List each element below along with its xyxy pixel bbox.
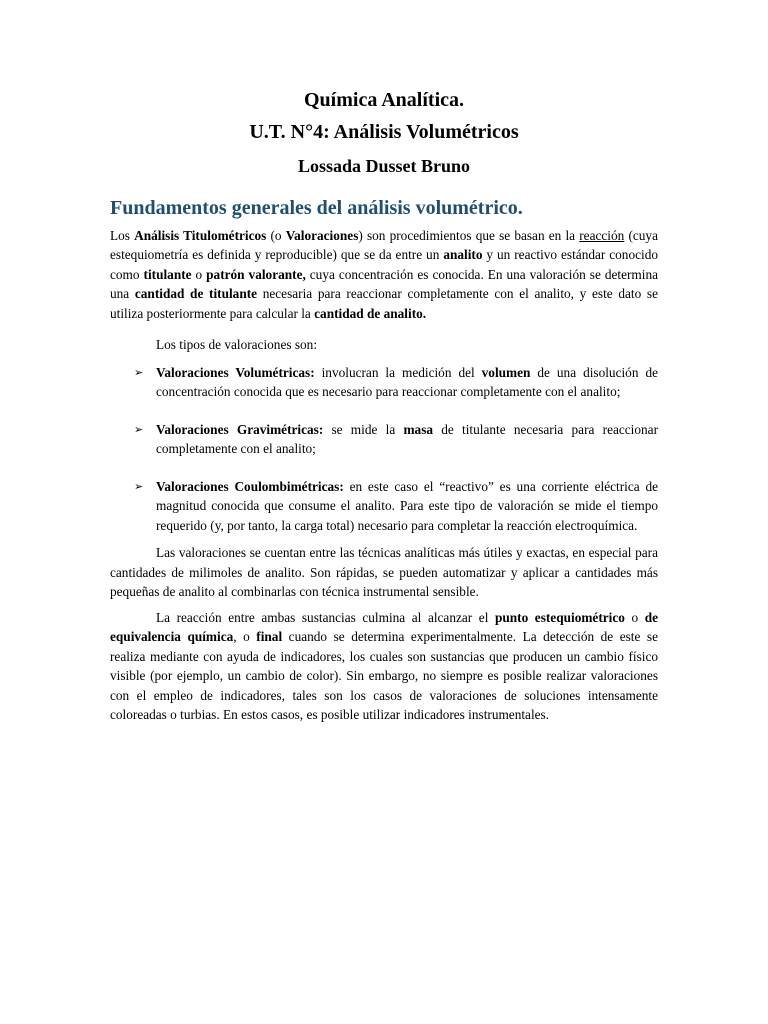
- text-run: (o: [266, 227, 286, 243]
- document-title: Química Analítica.: [304, 89, 464, 111]
- arrow-bullet-icon: ➢: [134, 366, 144, 379]
- bold-term: cantidad de analito.: [314, 305, 427, 321]
- text-run: de una disolución de concentración conocida que es necesario para reaccionar completamente con el analito;: [156, 364, 658, 400]
- bold-term: final: [256, 629, 283, 645]
- text-run: de titulante necesaria para reaccionar completamente con el analito;: [156, 421, 659, 457]
- body-paragraph: Las valoraciones se cuentan entre las técnicas analíticas más útiles y exactas, en especial para cantidades de milimoles de analito. Son rápidas, se pueden automatizar y aplicar a cantidades más pequeñas de analito al combinarlas con técnica instrumental sensible.: [110, 545, 658, 600]
- types-intro: Los tipos de valoraciones son:: [156, 337, 318, 353]
- text-run: en este caso el “reactivo” es una corriente eléctrica de magnitud conocida que consume el analito. Para este tipo de valoración se mide el tiempo requerido (y, por tanto, la carga total) necesario para completar la reacción electroquímica.: [156, 478, 658, 533]
- text-run: involucran la medición del: [314, 364, 482, 380]
- text-run: se mide la: [323, 421, 404, 437]
- document-page: [110, 84, 658, 731]
- text-run: (cuya estequiometría es definida y reproducible) que se da entre un: [110, 227, 658, 263]
- text-run: o: [191, 266, 207, 282]
- bold-term: de equivalencia química: [110, 609, 659, 645]
- list-item: [110, 420, 658, 459]
- text-run: o: [624, 609, 645, 625]
- intro-paragraph: [110, 226, 658, 324]
- text-run: necesaria para reaccionar completamente con el analito, y este dato se utiliza posteriormente para calcular la: [110, 286, 658, 321]
- section-heading: Fundamentos generales del análisis volumétrico.: [110, 196, 523, 219]
- list-item: [110, 363, 658, 402]
- valuation-types-list: [110, 363, 658, 536]
- list-item: [110, 477, 658, 536]
- text-run: cuya concentración es conocida. En una valoración se determina una: [110, 266, 658, 302]
- underlined-term: reacción: [579, 227, 625, 243]
- text-run: , o: [233, 629, 257, 645]
- document-subtitle: U.T. N°4: Análisis Volumétricos: [249, 121, 519, 143]
- bold-term: Análisis Titulométricos: [134, 227, 267, 243]
- document-author: Lossada Dusset Bruno: [297, 156, 471, 176]
- arrow-bullet-icon: ➢: [134, 423, 144, 436]
- bold-term: patrón valorante,: [206, 266, 306, 282]
- bold-term: Valoraciones: [285, 227, 359, 243]
- bold-term: masa: [403, 421, 434, 437]
- text-run: Los: [110, 227, 135, 243]
- arrow-bullet-icon: ➢: [134, 480, 144, 493]
- text-run: y un reactivo estándar conocido como: [110, 247, 658, 282]
- body-paragraph: [110, 608, 658, 725]
- text-run: ) son procedimientos que se basan en la: [358, 227, 580, 243]
- bold-term: cantidad de titulante: [134, 286, 258, 302]
- bold-term: analito: [443, 247, 483, 263]
- text-run: La reacción entre ambas sustancias culmina al alcanzar el: [156, 609, 495, 625]
- bold-term: Valoraciones Gravimétricas:: [156, 421, 324, 437]
- bold-term: titulante: [143, 266, 192, 282]
- bold-term: Valoraciones Volumétricas:: [156, 364, 315, 380]
- text-run: cuando se determina experimentalmente. La detección de este se realiza mediante con ayuda de indicadores, los cuales son sustancias que producen un cambio físico visible (por ejemplo, un cambio de color). Sin embargo, no siempre es posible realizar valoraciones con el empleo de indicadores, tales son los casos de valoraciones de soluciones intensamente coloreadas o turbias. En estos casos, es posible utilizar indicadores instrumentales.: [110, 629, 658, 723]
- bold-term: Valoraciones Coulombimétricas:: [156, 478, 344, 494]
- bold-term: punto estequiométrico: [494, 609, 625, 625]
- bold-term: volumen: [481, 364, 531, 380]
